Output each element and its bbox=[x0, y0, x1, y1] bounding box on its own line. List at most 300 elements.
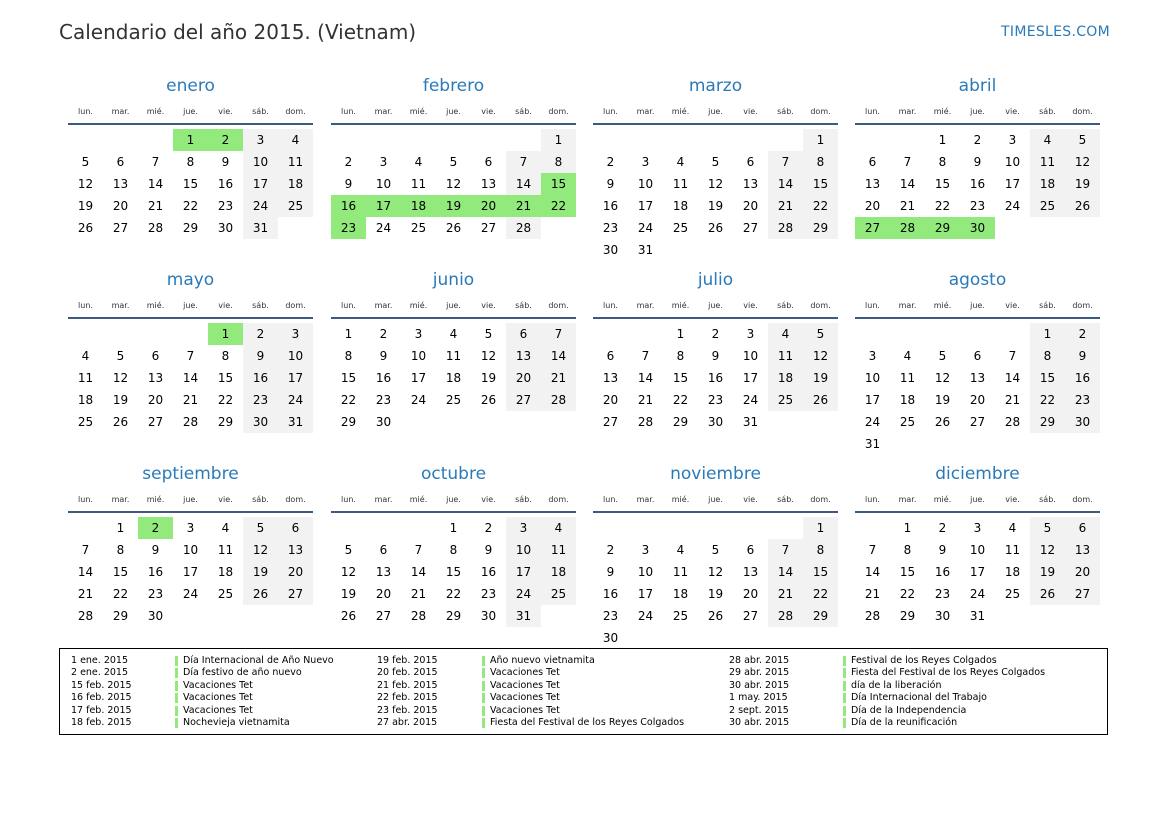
day-cell[interactable]: 24 bbox=[637, 609, 654, 623]
day-cell[interactable]: 22 bbox=[182, 199, 199, 213]
day-cell[interactable]: 16 bbox=[243, 367, 278, 389]
day-cell[interactable]: 19 bbox=[340, 587, 357, 601]
day-cell[interactable]: 11 bbox=[217, 543, 234, 557]
day-cell[interactable]: 2 bbox=[973, 133, 982, 147]
day-cell[interactable]: 4 bbox=[221, 521, 230, 535]
day-cell[interactable]: 6 bbox=[746, 155, 755, 169]
day-cell[interactable]: 6 bbox=[506, 323, 541, 345]
day-cell[interactable]: 21 bbox=[77, 587, 94, 601]
holiday-day-cell[interactable]: 23 bbox=[331, 217, 366, 239]
day-cell[interactable]: 19 bbox=[707, 587, 724, 601]
day-cell[interactable]: 5 bbox=[116, 349, 125, 363]
day-cell[interactable]: 11 bbox=[672, 177, 689, 191]
day-cell[interactable]: 19 bbox=[934, 393, 951, 407]
day-cell[interactable]: 3 bbox=[746, 327, 755, 341]
day-cell[interactable]: 7 bbox=[81, 543, 90, 557]
day-cell[interactable]: 1 bbox=[803, 517, 838, 539]
day-cell[interactable]: 7 bbox=[186, 349, 195, 363]
day-cell[interactable]: 13 bbox=[969, 371, 986, 385]
day-cell[interactable]: 29 bbox=[672, 415, 689, 429]
holiday-day-cell[interactable]: 20 bbox=[471, 195, 506, 217]
day-cell[interactable]: 11 bbox=[77, 371, 94, 385]
day-cell[interactable]: 10 bbox=[637, 565, 654, 579]
day-cell[interactable]: 27 bbox=[375, 609, 392, 623]
day-cell[interactable]: 30 bbox=[480, 609, 497, 623]
day-cell[interactable]: 20 bbox=[506, 367, 541, 389]
day-cell[interactable]: 10 bbox=[410, 349, 427, 363]
day-cell[interactable]: 17 bbox=[969, 565, 986, 579]
day-cell[interactable]: 14 bbox=[506, 173, 541, 195]
day-cell[interactable]: 17 bbox=[182, 565, 199, 579]
day-cell[interactable]: 2 bbox=[344, 155, 353, 169]
day-cell[interactable]: 18 bbox=[1004, 565, 1021, 579]
day-cell[interactable]: 21 bbox=[864, 587, 881, 601]
day-cell[interactable]: 1 bbox=[116, 521, 125, 535]
day-cell[interactable]: 3 bbox=[506, 517, 541, 539]
day-cell[interactable]: 12 bbox=[1030, 539, 1065, 561]
day-cell[interactable]: 20 bbox=[602, 393, 619, 407]
day-cell[interactable]: 5 bbox=[1030, 517, 1065, 539]
day-cell[interactable]: 30 bbox=[243, 411, 278, 433]
day-cell[interactable]: 6 bbox=[116, 155, 125, 169]
day-cell[interactable]: 7 bbox=[506, 151, 541, 173]
day-cell[interactable]: 5 bbox=[711, 543, 720, 557]
day-cell[interactable]: 24 bbox=[410, 393, 427, 407]
site-brand-link[interactable]: TIMESLES.COM bbox=[1001, 24, 1110, 40]
day-cell[interactable]: 28 bbox=[864, 609, 881, 623]
day-cell[interactable]: 6 bbox=[746, 543, 755, 557]
day-cell[interactable]: 24 bbox=[506, 583, 541, 605]
day-cell[interactable]: 9 bbox=[606, 565, 615, 579]
day-cell[interactable]: 17 bbox=[742, 371, 759, 385]
holiday-day-cell[interactable]: 16 bbox=[331, 195, 366, 217]
day-cell[interactable]: 26 bbox=[1030, 583, 1065, 605]
day-cell[interactable]: 25 bbox=[278, 195, 313, 217]
day-cell[interactable]: 27 bbox=[480, 221, 497, 235]
holiday-day-cell[interactable]: 15 bbox=[541, 173, 576, 195]
day-cell[interactable]: 24 bbox=[182, 587, 199, 601]
day-cell[interactable]: 3 bbox=[379, 155, 388, 169]
day-cell[interactable]: 20 bbox=[147, 393, 164, 407]
day-cell[interactable]: 9 bbox=[151, 543, 160, 557]
day-cell[interactable]: 14 bbox=[410, 565, 427, 579]
day-cell[interactable]: 16 bbox=[1065, 367, 1100, 389]
day-cell[interactable]: 3 bbox=[414, 327, 423, 341]
day-cell[interactable]: 24 bbox=[637, 221, 654, 235]
day-cell[interactable]: 18 bbox=[672, 587, 689, 601]
day-cell[interactable]: 11 bbox=[410, 177, 427, 191]
day-cell[interactable]: 1 bbox=[803, 129, 838, 151]
day-cell[interactable]: 16 bbox=[217, 177, 234, 191]
day-cell[interactable]: 26 bbox=[340, 609, 357, 623]
day-cell[interactable]: 23 bbox=[934, 587, 951, 601]
day-cell[interactable]: 8 bbox=[449, 543, 458, 557]
day-cell[interactable]: 20 bbox=[1065, 561, 1100, 583]
day-cell[interactable]: 9 bbox=[938, 543, 947, 557]
day-cell[interactable]: 22 bbox=[934, 199, 951, 213]
day-cell[interactable]: 19 bbox=[1065, 173, 1100, 195]
holiday-day-cell[interactable]: 2 bbox=[138, 517, 173, 539]
day-cell[interactable]: 22 bbox=[445, 587, 462, 601]
day-cell[interactable]: 20 bbox=[969, 393, 986, 407]
day-cell[interactable]: 22 bbox=[803, 583, 838, 605]
day-cell[interactable]: 15 bbox=[803, 561, 838, 583]
day-cell[interactable]: 4 bbox=[81, 349, 90, 363]
day-cell[interactable]: 10 bbox=[243, 151, 278, 173]
day-cell[interactable]: 15 bbox=[445, 565, 462, 579]
day-cell[interactable]: 25 bbox=[672, 609, 689, 623]
day-cell[interactable]: 24 bbox=[864, 415, 881, 429]
day-cell[interactable]: 20 bbox=[112, 199, 129, 213]
day-cell[interactable]: 1 bbox=[938, 133, 947, 147]
day-cell[interactable]: 28 bbox=[541, 389, 576, 411]
day-cell[interactable]: 26 bbox=[934, 415, 951, 429]
day-cell[interactable]: 29 bbox=[182, 221, 199, 235]
day-cell[interactable]: 20 bbox=[864, 199, 881, 213]
day-cell[interactable]: 11 bbox=[899, 371, 916, 385]
day-cell[interactable]: 25 bbox=[217, 587, 234, 601]
day-cell[interactable]: 15 bbox=[899, 565, 916, 579]
day-cell[interactable]: 30 bbox=[602, 631, 619, 645]
day-cell[interactable]: 22 bbox=[899, 587, 916, 601]
holiday-day-cell[interactable]: 28 bbox=[890, 217, 925, 239]
day-cell[interactable]: 5 bbox=[484, 327, 493, 341]
day-cell[interactable]: 22 bbox=[340, 393, 357, 407]
day-cell[interactable]: 5 bbox=[243, 517, 278, 539]
holiday-day-cell[interactable]: 22 bbox=[541, 195, 576, 217]
day-cell[interactable]: 31 bbox=[864, 437, 881, 451]
day-cell[interactable]: 7 bbox=[414, 543, 423, 557]
day-cell[interactable]: 30 bbox=[934, 609, 951, 623]
day-cell[interactable]: 18 bbox=[541, 561, 576, 583]
day-cell[interactable]: 2 bbox=[484, 521, 493, 535]
day-cell[interactable]: 11 bbox=[541, 539, 576, 561]
day-cell[interactable]: 15 bbox=[182, 177, 199, 191]
day-cell[interactable]: 2 bbox=[243, 323, 278, 345]
day-cell[interactable]: 30 bbox=[602, 243, 619, 257]
day-cell[interactable]: 17 bbox=[1004, 177, 1021, 191]
day-cell[interactable]: 19 bbox=[803, 367, 838, 389]
day-cell[interactable]: 16 bbox=[375, 371, 392, 385]
day-cell[interactable]: 26 bbox=[445, 221, 462, 235]
day-cell[interactable]: 29 bbox=[899, 609, 916, 623]
day-cell[interactable]: 25 bbox=[541, 583, 576, 605]
day-cell[interactable]: 2 bbox=[379, 327, 388, 341]
day-cell[interactable]: 10 bbox=[969, 543, 986, 557]
day-cell[interactable]: 24 bbox=[278, 389, 313, 411]
day-cell[interactable]: 8 bbox=[116, 543, 125, 557]
day-cell[interactable]: 6 bbox=[151, 349, 160, 363]
day-cell[interactable]: 11 bbox=[445, 349, 462, 363]
day-cell[interactable]: 5 bbox=[938, 349, 947, 363]
day-cell[interactable]: 8 bbox=[186, 155, 195, 169]
day-cell[interactable]: 2 bbox=[938, 521, 947, 535]
day-cell[interactable]: 27 bbox=[147, 415, 164, 429]
day-cell[interactable]: 17 bbox=[278, 367, 313, 389]
day-cell[interactable]: 8 bbox=[903, 543, 912, 557]
day-cell[interactable]: 11 bbox=[1004, 543, 1021, 557]
holiday-day-cell[interactable]: 18 bbox=[401, 195, 436, 217]
day-cell[interactable]: 15 bbox=[112, 565, 129, 579]
day-cell[interactable]: 30 bbox=[1065, 411, 1100, 433]
day-cell[interactable]: 4 bbox=[676, 155, 685, 169]
day-cell[interactable]: 12 bbox=[112, 371, 129, 385]
day-cell[interactable]: 16 bbox=[602, 587, 619, 601]
day-cell[interactable]: 16 bbox=[934, 565, 951, 579]
day-cell[interactable]: 21 bbox=[768, 583, 803, 605]
day-cell[interactable]: 11 bbox=[278, 151, 313, 173]
day-cell[interactable]: 13 bbox=[278, 539, 313, 561]
day-cell[interactable]: 25 bbox=[1004, 587, 1021, 601]
day-cell[interactable]: 31 bbox=[506, 605, 541, 627]
day-cell[interactable]: 10 bbox=[506, 539, 541, 561]
day-cell[interactable]: 12 bbox=[707, 177, 724, 191]
day-cell[interactable]: 16 bbox=[707, 371, 724, 385]
day-cell[interactable]: 10 bbox=[637, 177, 654, 191]
day-cell[interactable]: 25 bbox=[1030, 195, 1065, 217]
day-cell[interactable]: 14 bbox=[768, 561, 803, 583]
day-cell[interactable]: 29 bbox=[445, 609, 462, 623]
day-cell[interactable]: 24 bbox=[969, 587, 986, 601]
day-cell[interactable]: 15 bbox=[803, 173, 838, 195]
day-cell[interactable]: 25 bbox=[410, 221, 427, 235]
day-cell[interactable]: 4 bbox=[676, 543, 685, 557]
day-cell[interactable]: 17 bbox=[506, 561, 541, 583]
day-cell[interactable]: 2 bbox=[711, 327, 720, 341]
day-cell[interactable]: 12 bbox=[803, 345, 838, 367]
day-cell[interactable]: 15 bbox=[1030, 367, 1065, 389]
day-cell[interactable]: 20 bbox=[742, 587, 759, 601]
day-cell[interactable]: 17 bbox=[243, 173, 278, 195]
day-cell[interactable]: 28 bbox=[147, 221, 164, 235]
day-cell[interactable]: 9 bbox=[711, 349, 720, 363]
day-cell[interactable]: 6 bbox=[379, 543, 388, 557]
day-cell[interactable]: 3 bbox=[641, 155, 650, 169]
day-cell[interactable]: 19 bbox=[707, 199, 724, 213]
day-cell[interactable]: 21 bbox=[541, 367, 576, 389]
day-cell[interactable]: 21 bbox=[182, 393, 199, 407]
day-cell[interactable]: 31 bbox=[742, 415, 759, 429]
day-cell[interactable]: 19 bbox=[77, 199, 94, 213]
day-cell[interactable]: 27 bbox=[602, 415, 619, 429]
day-cell[interactable]: 23 bbox=[375, 393, 392, 407]
day-cell[interactable]: 20 bbox=[278, 561, 313, 583]
day-cell[interactable]: 14 bbox=[77, 565, 94, 579]
day-cell[interactable]: 21 bbox=[637, 393, 654, 407]
day-cell[interactable]: 15 bbox=[217, 371, 234, 385]
day-cell[interactable]: 4 bbox=[278, 129, 313, 151]
holiday-day-cell[interactable]: 2 bbox=[208, 129, 243, 151]
day-cell[interactable]: 3 bbox=[186, 521, 195, 535]
day-cell[interactable]: 12 bbox=[77, 177, 94, 191]
day-cell[interactable]: 1 bbox=[1030, 323, 1065, 345]
day-cell[interactable]: 2 bbox=[606, 155, 615, 169]
day-cell[interactable]: 13 bbox=[147, 371, 164, 385]
holiday-day-cell[interactable]: 19 bbox=[436, 195, 471, 217]
day-cell[interactable]: 13 bbox=[480, 177, 497, 191]
day-cell[interactable]: 3 bbox=[243, 129, 278, 151]
holiday-day-cell[interactable]: 27 bbox=[855, 217, 890, 239]
day-cell[interactable]: 26 bbox=[707, 609, 724, 623]
day-cell[interactable]: 7 bbox=[868, 543, 877, 557]
day-cell[interactable]: 3 bbox=[641, 543, 650, 557]
day-cell[interactable]: 24 bbox=[1004, 199, 1021, 213]
day-cell[interactable]: 17 bbox=[864, 393, 881, 407]
day-cell[interactable]: 1 bbox=[449, 521, 458, 535]
day-cell[interactable]: 3 bbox=[868, 349, 877, 363]
day-cell[interactable]: 12 bbox=[934, 371, 951, 385]
day-cell[interactable]: 18 bbox=[899, 393, 916, 407]
day-cell[interactable]: 9 bbox=[221, 155, 230, 169]
holiday-day-cell[interactable]: 21 bbox=[506, 195, 541, 217]
day-cell[interactable]: 30 bbox=[375, 415, 392, 429]
day-cell[interactable]: 22 bbox=[217, 393, 234, 407]
day-cell[interactable]: 7 bbox=[541, 323, 576, 345]
day-cell[interactable]: 9 bbox=[606, 177, 615, 191]
day-cell[interactable]: 5 bbox=[81, 155, 90, 169]
day-cell[interactable]: 21 bbox=[899, 199, 916, 213]
day-cell[interactable]: 19 bbox=[480, 371, 497, 385]
day-cell[interactable]: 1 bbox=[676, 327, 685, 341]
day-cell[interactable]: 28 bbox=[506, 217, 541, 239]
day-cell[interactable]: 23 bbox=[480, 587, 497, 601]
day-cell[interactable]: 23 bbox=[217, 199, 234, 213]
day-cell[interactable]: 4 bbox=[541, 517, 576, 539]
holiday-day-cell[interactable]: 1 bbox=[173, 129, 208, 151]
day-cell[interactable]: 24 bbox=[243, 195, 278, 217]
day-cell[interactable]: 21 bbox=[147, 199, 164, 213]
day-cell[interactable]: 22 bbox=[1030, 389, 1065, 411]
day-cell[interactable]: 14 bbox=[864, 565, 881, 579]
day-cell[interactable]: 10 bbox=[1004, 155, 1021, 169]
day-cell[interactable]: 18 bbox=[445, 371, 462, 385]
day-cell[interactable]: 1 bbox=[344, 327, 353, 341]
day-cell[interactable]: 22 bbox=[672, 393, 689, 407]
day-cell[interactable]: 25 bbox=[445, 393, 462, 407]
day-cell[interactable]: 4 bbox=[1008, 521, 1017, 535]
day-cell[interactable]: 23 bbox=[969, 199, 986, 213]
day-cell[interactable]: 8 bbox=[676, 349, 685, 363]
day-cell[interactable]: 7 bbox=[903, 155, 912, 169]
day-cell[interactable]: 23 bbox=[243, 389, 278, 411]
day-cell[interactable]: 16 bbox=[480, 565, 497, 579]
day-cell[interactable]: 2 bbox=[1065, 323, 1100, 345]
day-cell[interactable]: 14 bbox=[147, 177, 164, 191]
day-cell[interactable]: 16 bbox=[602, 199, 619, 213]
day-cell[interactable]: 25 bbox=[672, 221, 689, 235]
day-cell[interactable]: 24 bbox=[375, 221, 392, 235]
day-cell[interactable]: 28 bbox=[1004, 415, 1021, 429]
day-cell[interactable]: 5 bbox=[344, 543, 353, 557]
day-cell[interactable]: 16 bbox=[969, 177, 986, 191]
day-cell[interactable]: 27 bbox=[742, 609, 759, 623]
day-cell[interactable]: 28 bbox=[182, 415, 199, 429]
day-cell[interactable]: 9 bbox=[379, 349, 388, 363]
day-cell[interactable]: 7 bbox=[768, 539, 803, 561]
day-cell[interactable]: 10 bbox=[182, 543, 199, 557]
day-cell[interactable]: 7 bbox=[641, 349, 650, 363]
day-cell[interactable]: 9 bbox=[243, 345, 278, 367]
day-cell[interactable]: 12 bbox=[340, 565, 357, 579]
day-cell[interactable]: 9 bbox=[344, 177, 353, 191]
day-cell[interactable]: 14 bbox=[1004, 371, 1021, 385]
day-cell[interactable]: 28 bbox=[768, 605, 803, 627]
day-cell[interactable]: 15 bbox=[934, 177, 951, 191]
day-cell[interactable]: 31 bbox=[278, 411, 313, 433]
day-cell[interactable]: 7 bbox=[151, 155, 160, 169]
day-cell[interactable]: 26 bbox=[480, 393, 497, 407]
day-cell[interactable]: 3 bbox=[1008, 133, 1017, 147]
day-cell[interactable]: 11 bbox=[1030, 151, 1065, 173]
day-cell[interactable]: 10 bbox=[278, 345, 313, 367]
holiday-day-cell[interactable]: 29 bbox=[925, 217, 960, 239]
day-cell[interactable]: 14 bbox=[768, 173, 803, 195]
day-cell[interactable]: 9 bbox=[973, 155, 982, 169]
day-cell[interactable]: 23 bbox=[147, 587, 164, 601]
day-cell[interactable]: 18 bbox=[77, 393, 94, 407]
day-cell[interactable]: 20 bbox=[375, 587, 392, 601]
day-cell[interactable]: 19 bbox=[243, 561, 278, 583]
day-cell[interactable]: 23 bbox=[602, 221, 619, 235]
day-cell[interactable]: 25 bbox=[768, 389, 803, 411]
day-cell[interactable]: 1 bbox=[903, 521, 912, 535]
day-cell[interactable]: 25 bbox=[77, 415, 94, 429]
day-cell[interactable]: 27 bbox=[506, 389, 541, 411]
day-cell[interactable]: 14 bbox=[899, 177, 916, 191]
day-cell[interactable]: 3 bbox=[278, 323, 313, 345]
day-cell[interactable]: 23 bbox=[1065, 389, 1100, 411]
day-cell[interactable]: 28 bbox=[410, 609, 427, 623]
day-cell[interactable]: 29 bbox=[1030, 411, 1065, 433]
day-cell[interactable]: 14 bbox=[541, 345, 576, 367]
day-cell[interactable]: 26 bbox=[803, 389, 838, 411]
day-cell[interactable]: 22 bbox=[803, 195, 838, 217]
day-cell[interactable]: 13 bbox=[864, 177, 881, 191]
day-cell[interactable]: 30 bbox=[217, 221, 234, 235]
day-cell[interactable]: 19 bbox=[1030, 561, 1065, 583]
day-cell[interactable]: 5 bbox=[711, 155, 720, 169]
day-cell[interactable]: 18 bbox=[1030, 173, 1065, 195]
day-cell[interactable]: 31 bbox=[969, 609, 986, 623]
day-cell[interactable]: 13 bbox=[112, 177, 129, 191]
day-cell[interactable]: 6 bbox=[278, 517, 313, 539]
day-cell[interactable]: 19 bbox=[112, 393, 129, 407]
day-cell[interactable]: 4 bbox=[1030, 129, 1065, 151]
day-cell[interactable]: 7 bbox=[768, 151, 803, 173]
day-cell[interactable]: 9 bbox=[484, 543, 493, 557]
day-cell[interactable]: 13 bbox=[742, 177, 759, 191]
day-cell[interactable]: 17 bbox=[637, 587, 654, 601]
day-cell[interactable]: 29 bbox=[112, 609, 129, 623]
day-cell[interactable]: 29 bbox=[803, 605, 838, 627]
day-cell[interactable]: 27 bbox=[969, 415, 986, 429]
day-cell[interactable]: 25 bbox=[899, 415, 916, 429]
day-cell[interactable]: 6 bbox=[868, 155, 877, 169]
day-cell[interactable]: 4 bbox=[768, 323, 803, 345]
day-cell[interactable]: 1 bbox=[541, 129, 576, 151]
day-cell[interactable]: 8 bbox=[1030, 345, 1065, 367]
day-cell[interactable]: 11 bbox=[768, 345, 803, 367]
day-cell[interactable]: 4 bbox=[449, 327, 458, 341]
day-cell[interactable]: 29 bbox=[340, 415, 357, 429]
holiday-day-cell[interactable]: 17 bbox=[366, 195, 401, 217]
day-cell[interactable]: 10 bbox=[742, 349, 759, 363]
day-cell[interactable]: 6 bbox=[1065, 517, 1100, 539]
day-cell[interactable]: 6 bbox=[973, 349, 982, 363]
day-cell[interactable]: 2 bbox=[606, 543, 615, 557]
day-cell[interactable]: 8 bbox=[344, 349, 353, 363]
day-cell[interactable]: 13 bbox=[602, 371, 619, 385]
